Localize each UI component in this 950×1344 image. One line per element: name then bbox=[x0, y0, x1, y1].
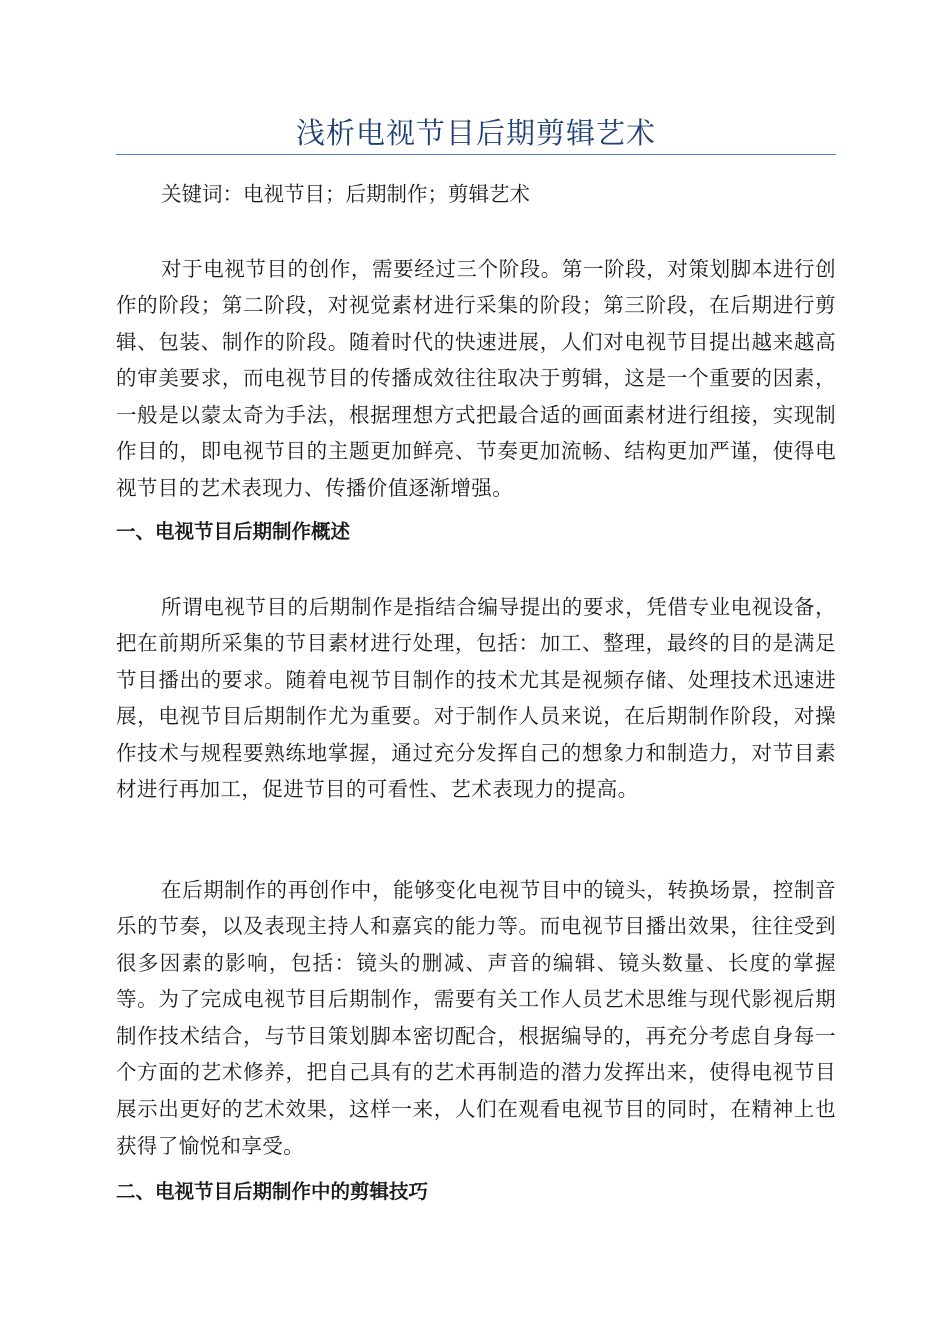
title-underline-rule bbox=[116, 154, 836, 155]
paragraph-section-1-b: 在后期制作的再创作中，能够变化电视节目中的镜头，转换场景，控制音乐的节奏，以及表现主持人和嘉宾的能力等。而电视节目播出效果，往往受到很多因素的影响，包括：镜头的删减、声音的编辑、镜头数量、长度的掌握等。为了完成电视节目后期制作，需要有关工作人员艺术思维与现代影视后期制作技术结合，与节目策划脚本密切配合，根据编导的，再充分考虑自身每一个方面的艺术修养，把自己具有的艺术再制造的潜力发挥出来，使得电视节目展示出更好的艺术效果，这样一来，人们在观看电视节目的同时，在精神上也获得了愉悦和享受。 bbox=[116, 877, 836, 1158]
document-title: 浅析电视节目后期剪辑艺术 bbox=[295, 116, 656, 150]
section-heading-2: 二、电视节目后期制作中的剪辑技巧 bbox=[116, 1180, 429, 1203]
section-heading-1: 一、电视节目后期制作概述 bbox=[116, 520, 351, 543]
keywords-line: 关键词：电视节目；后期制作；剪辑艺术 bbox=[161, 182, 530, 206]
paragraph-section-1-a: 所谓电视节目的后期制作是指结合编导提出的要求，凭借专业电视设备，把在前期所采集的节目素材进行处理，包括：加工、整理，最终的目的是满足节目播出的要求。随着电视节目制作的技术尤其是视频存储、处理技术迅速进展，电视节目后期制作尤为重要。对于制作人员来说，在后期制作阶段，对操作技术与规程要熟练地掌握，通过充分发挥自己的想象力和制造力，对节目素材进行再加工，促进节目的可看性、艺术表现力的提高。 bbox=[116, 594, 836, 802]
paragraph-intro: 对于电视节目的创作，需要经过三个阶段。第一阶段，对策划脚本进行创作的阶段；第二阶段，对视觉素材进行采集的阶段；第三阶段，在后期进行剪辑、包装、制作的阶段。随着时代的快速进展，人们对电视节目提出越来越高的审美要求，而电视节目的传播成效往往取决于剪辑，这是一个重要的因素，一般是以蒙太奇为手法，根据理想方式把最合适的画面素材进行组接，实现制作目的，即电视节目的主题更加鲜亮、节奏更加流畅、结构更加严谨，使得电视节目的艺术表现力、传播价值逐渐增强。 bbox=[116, 256, 836, 501]
